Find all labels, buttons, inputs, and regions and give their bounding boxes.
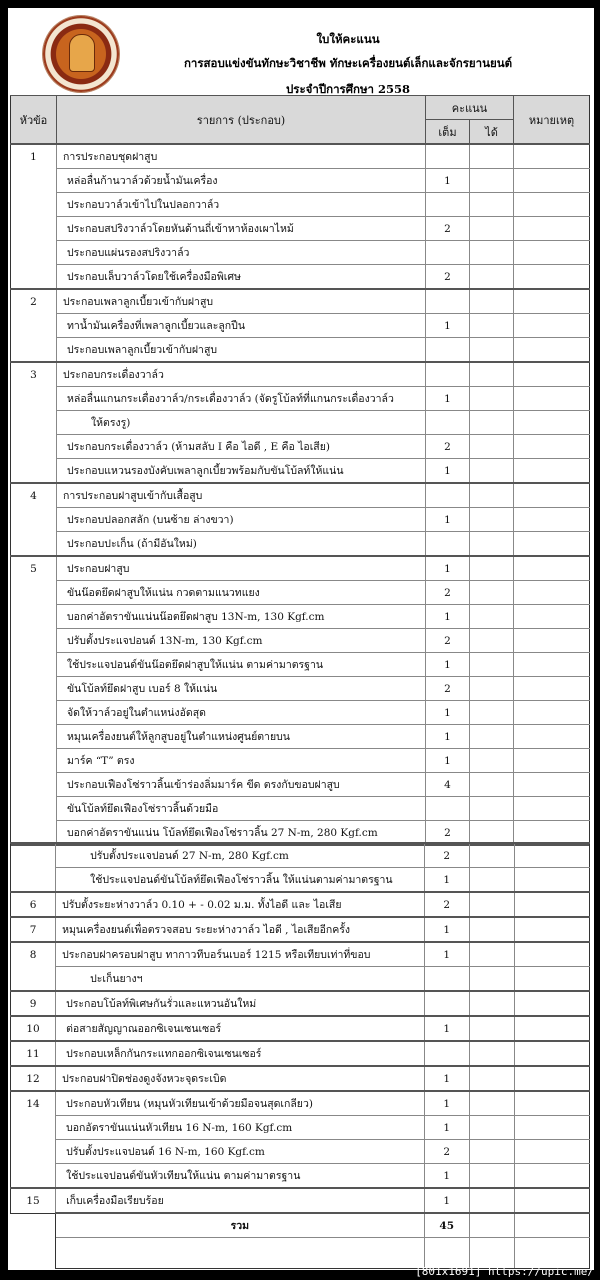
item-text: ประกอบเหล็กกันกระแทกออกซิเจนเซนเซอร์	[56, 1041, 425, 1066]
total-full: 45	[424, 1213, 469, 1238]
remark-cell[interactable]	[514, 942, 589, 967]
remark-cell[interactable]	[514, 917, 589, 942]
table-row	[11, 241, 590, 265]
got-score-cell[interactable]	[469, 1188, 514, 1213]
full-score	[426, 144, 470, 169]
got-score-cell[interactable]	[470, 508, 514, 532]
topic-number	[11, 459, 57, 484]
remark-cell[interactable]	[514, 967, 589, 992]
topic-number	[11, 338, 57, 363]
full-score: 1	[424, 1066, 469, 1091]
remark-cell[interactable]	[514, 144, 590, 169]
table-row	[11, 773, 590, 797]
remark-cell[interactable]	[514, 1140, 589, 1164]
remark-cell[interactable]	[514, 265, 590, 290]
full-score: 2	[424, 1140, 469, 1164]
got-score-cell[interactable]	[470, 605, 514, 629]
table-row	[11, 435, 590, 459]
item-text: การประกอบฝาสูบเข้ากับเสื้อสูบ	[57, 483, 426, 508]
got-score-cell[interactable]	[469, 917, 514, 942]
table-row	[11, 1016, 590, 1041]
topic-number: 14	[11, 1091, 56, 1116]
table-row	[11, 1041, 590, 1066]
full-score: 1	[426, 459, 470, 484]
item-text: ใช้ประแจปอนด์ขันหัวเทียนให้แน่น ตามค่ามาตรฐาน	[56, 1164, 425, 1189]
table-row	[11, 338, 590, 363]
topic-number: 10	[11, 1016, 56, 1041]
full-score: 2	[426, 581, 470, 605]
item-text: หล่อลื่นก้านวาล์วด้วยน้ำมันเครื่อง	[57, 169, 426, 193]
table-row	[11, 144, 590, 169]
remark-cell[interactable]	[514, 362, 590, 387]
col-got: ได้	[470, 120, 514, 145]
topic-number: 1	[11, 144, 57, 169]
topic-number	[11, 508, 57, 532]
competition-title: การสอบแข่งขันทักษะวิชาชีพ ทักษะเครื่องยนต์เล็กและจักรยานยนต์	[183, 56, 513, 70]
remark-cell[interactable]	[514, 605, 590, 629]
topic-number	[11, 241, 57, 265]
item-text: ประกอบกระเดื่องวาล์ว	[57, 362, 426, 387]
full-score: 1	[426, 605, 470, 629]
item-text: ประกอบปะเก็น (ถ้ามีอันใหม่)	[57, 532, 426, 557]
item-text: ปรับตั้งประแจปอนด์ 13N-m, 130 Kgf.cm	[57, 629, 426, 653]
topic-number: 9	[11, 991, 56, 1016]
full-score	[424, 967, 469, 992]
topic-number	[11, 1140, 56, 1164]
table-row	[11, 629, 590, 653]
item-text: จัดให้วาล์วอยู่ในตำแหน่งอัดสุด	[57, 701, 426, 725]
remark-cell[interactable]	[514, 169, 590, 193]
got-score-cell[interactable]	[470, 338, 514, 363]
remark-cell[interactable]	[514, 338, 590, 363]
full-score	[426, 289, 470, 314]
col-full: เต็ม	[426, 120, 470, 145]
score-table-part-2	[10, 842, 590, 1269]
full-score: 1	[426, 701, 470, 725]
remark-cell[interactable]	[514, 435, 590, 459]
score-table-part-1	[10, 95, 590, 846]
item-text: การประกอบชุดฝาสูบ	[57, 144, 426, 169]
table-row	[11, 653, 590, 677]
topic-number	[11, 701, 57, 725]
full-score: 1	[426, 314, 470, 338]
full-score: 1	[424, 1091, 469, 1116]
topic-number	[11, 532, 57, 557]
table-row	[11, 556, 590, 581]
item-text: ขันโบ้ลท์ยึดฝาสูบ เบอร์ 8 ให้แน่น	[57, 677, 426, 701]
table-row	[11, 265, 590, 290]
full-score	[426, 411, 470, 435]
item-text: ขันโบ้ลท์ยึดเฟืองโซ่ราวลิ้นด้วยมือ	[57, 797, 426, 821]
remark-cell[interactable]	[514, 868, 589, 893]
table-row	[11, 217, 590, 241]
topic-number: 2	[11, 289, 57, 314]
item-text: ประกอบแหวนรองบังคับเพลาลูกเบี้ยวพร้อมกับขันโบ้ลท์ให้แน่น	[57, 459, 426, 484]
empty-row	[11, 1238, 590, 1269]
item-text: ประกอบเล็บวาล์วโดยใช้เครื่องมือพิเศษ	[57, 265, 426, 290]
topic-number: 8	[11, 942, 56, 967]
got-score-cell[interactable]	[470, 241, 514, 265]
topic-number	[11, 749, 57, 773]
full-score: 1	[424, 1188, 469, 1213]
item-text: ประกอบเพลาลูกเบี้ยวเข้ากับฝาสูบ	[57, 338, 426, 363]
table-row	[11, 1091, 590, 1116]
full-score: 1	[426, 169, 470, 193]
got-score-cell[interactable]	[469, 942, 514, 967]
full-score: 1	[426, 749, 470, 773]
table-row	[11, 967, 590, 992]
remark-cell[interactable]	[514, 532, 590, 557]
table-row	[11, 411, 590, 435]
topic-number	[11, 677, 57, 701]
table-row	[11, 1188, 590, 1213]
remark-cell[interactable]	[514, 411, 590, 435]
full-score: 1	[424, 942, 469, 967]
table-row	[11, 749, 590, 773]
got-score-cell[interactable]	[470, 773, 514, 797]
got-score-cell[interactable]	[470, 483, 514, 508]
item-text: ขันน๊อตยึดฝาสูบให้แน่น กวดตามแนวทแยง	[57, 581, 426, 605]
item-text: ประกอบฝาปิดช่องดูงจังหวะจุดระเบิด	[56, 1066, 425, 1091]
table-row	[11, 532, 590, 557]
remark-cell[interactable]	[514, 991, 589, 1016]
full-score	[426, 362, 470, 387]
item-text: ประกอบฝาครอบฝาสูบ ทากาวทีบอร์นเบอร์ 1215 หรือเทียบเท่าที่ขอบ	[56, 942, 425, 967]
table-row	[11, 942, 590, 967]
table-row	[11, 483, 590, 508]
got-score-cell[interactable]	[470, 362, 514, 387]
remark-cell[interactable]	[514, 459, 590, 484]
item-text: ปรับตั้งประแจปอนด์ 16 N-m, 160 Kgf.cm	[56, 1140, 425, 1164]
table-row	[11, 701, 590, 725]
item-text: หมุนเครื่องยนต์ให้ลูกสูบอยู่ในตำแหน่งศูนย์ตายบน	[57, 725, 426, 749]
topic-number	[11, 217, 57, 241]
topic-number	[11, 411, 57, 435]
item-text: ประกอบโบ้ลท์พิเศษกันรั่วและแหวนอันใหม่	[56, 991, 425, 1016]
item-text: ทาน้ำมันเครื่องที่เพลาลูกเบี้ยวและลูกปืน	[57, 314, 426, 338]
remark-cell[interactable]	[514, 797, 590, 821]
topic-number	[11, 797, 57, 821]
remark-cell[interactable]	[514, 193, 590, 217]
item-text: ประกอบปลอกสลัก (บนซ้าย ล่างขวา)	[57, 508, 426, 532]
table-row	[11, 797, 590, 821]
topic-number	[11, 387, 57, 411]
col-topic: หัวข้อ	[11, 96, 57, 145]
topic-number	[11, 653, 57, 677]
got-score-cell[interactable]	[470, 556, 514, 581]
table-row	[11, 1116, 590, 1140]
item-text: ประกอบหัวเทียน (หมุนหัวเทียนเข้าด้วยมือจนสุดเกลียว)	[56, 1091, 425, 1116]
remark-cell[interactable]	[514, 581, 590, 605]
got-score-cell[interactable]	[470, 629, 514, 653]
topic-number	[11, 843, 56, 868]
item-text: เก็บเครื่องมือเรียบร้อย	[56, 1188, 425, 1213]
full-score: 2	[426, 821, 470, 846]
topic-number	[11, 169, 57, 193]
col-score: คะแนน	[426, 96, 514, 120]
got-score-cell[interactable]	[469, 892, 514, 917]
table-row	[11, 581, 590, 605]
topic-number	[11, 1116, 56, 1140]
remark-cell[interactable]	[514, 629, 590, 653]
table-row	[11, 362, 590, 387]
topic-number: 5	[11, 556, 57, 581]
topic-number: 7	[11, 917, 56, 942]
topic-number	[11, 868, 56, 893]
got-score-cell[interactable]	[470, 677, 514, 701]
full-score	[424, 1041, 469, 1066]
topic-number	[11, 314, 57, 338]
total-remark[interactable]	[514, 1213, 589, 1238]
got-score-cell[interactable]	[470, 653, 514, 677]
table-row	[11, 868, 590, 893]
full-score	[424, 991, 469, 1016]
item-text: ปรับตั้งประแจปอนด์ 27 N-m, 280 Kgf.cm	[56, 843, 425, 868]
logo-emblem-icon	[43, 16, 119, 92]
topic-number	[11, 773, 57, 797]
item-text: ประกอบสปริงวาล์วโดยหันด้านถี่เข้าหาห้องเผาไหม้	[57, 217, 426, 241]
full-score: 1	[426, 653, 470, 677]
topic-number: 3	[11, 362, 57, 387]
item-text: ประกอบเพลาลูกเบี้ยวเข้ากับฝาสูบ	[57, 289, 426, 314]
item-text: หมุนเครื่องยนต์เพื่อตรวจสอบ ระยะห่างวาล์ว ไอดี , ไอเสียอีกครั้ง	[56, 917, 425, 942]
remark-cell[interactable]	[514, 387, 590, 411]
got-score-cell[interactable]	[469, 1091, 514, 1116]
item-text: ใช้ประแจปอนด์ขันน๊อตยึดฝาสูบให้แน่น ตามค่ามาตรฐาน	[57, 653, 426, 677]
table-row	[11, 843, 590, 868]
topic-number	[11, 581, 57, 605]
remark-cell[interactable]	[514, 677, 590, 701]
full-score	[426, 797, 470, 821]
empty-got[interactable]	[469, 1238, 514, 1269]
total-got[interactable]	[469, 1213, 514, 1238]
table-row	[11, 314, 590, 338]
got-score-cell[interactable]	[470, 701, 514, 725]
table-row	[11, 1140, 590, 1164]
item-text: ประกอบวาล์วเข้าไปในปลอกวาล์ว	[57, 193, 426, 217]
topic-number: 12	[11, 1066, 56, 1091]
remark-cell[interactable]	[514, 241, 590, 265]
full-score	[426, 483, 470, 508]
got-score-cell[interactable]	[469, 967, 514, 992]
full-score: 2	[424, 892, 469, 917]
got-score-cell[interactable]	[469, 1164, 514, 1189]
table-row	[11, 459, 590, 484]
full-score: 1	[426, 556, 470, 581]
watermark: [801x1691] https://upic.me/	[415, 1265, 594, 1278]
full-score: 2	[424, 843, 469, 868]
item-text: ปะเก็นยางฯ	[56, 967, 425, 992]
table-row	[11, 991, 590, 1016]
total-row	[11, 1213, 590, 1238]
empty-remark[interactable]	[514, 1238, 589, 1269]
item-text: ใช้ประแจปอนด์ขันโบ้ลท์ยึดเฟืองโซ่ราวลิ้น ให้แน่นตามค่ามาตรฐาน	[56, 868, 425, 893]
remark-cell[interactable]	[514, 1188, 589, 1213]
topic-number	[11, 193, 57, 217]
remark-cell[interactable]	[514, 1066, 589, 1091]
full-score: 1	[424, 1164, 469, 1189]
topic-number	[11, 435, 57, 459]
item-text: มาร์ค “T” ตรง	[57, 749, 426, 773]
remark-cell[interactable]	[514, 773, 590, 797]
sheet-title: ใบให้คะแนน	[316, 32, 380, 46]
got-score-cell[interactable]	[470, 265, 514, 290]
remark-cell[interactable]	[514, 1091, 589, 1116]
total-label: รวม	[56, 1213, 425, 1238]
remark-cell[interactable]	[514, 1016, 589, 1041]
remark-cell[interactable]	[514, 483, 590, 508]
topic-number: 15	[11, 1188, 56, 1213]
topic-number	[11, 725, 57, 749]
remark-cell[interactable]	[514, 217, 590, 241]
table-row	[11, 917, 590, 942]
got-score-cell[interactable]	[470, 435, 514, 459]
table-row	[11, 193, 590, 217]
item-text: ให้ตรงรู)	[57, 411, 426, 435]
remark-cell[interactable]	[514, 892, 589, 917]
got-score-cell[interactable]	[470, 725, 514, 749]
item-text: หล่อลื่นแกนกระเดื่องวาล์ว/กระเดื่องวาล์ว (จัดรูโบ้ลท์ที่แกนกระเดื่องวาล์ว	[57, 387, 426, 411]
item-text: ประกอบแผ่นรองสปริงวาล์ว	[57, 241, 426, 265]
got-score-cell[interactable]	[469, 991, 514, 1016]
got-score-cell[interactable]	[470, 532, 514, 557]
academic-year: ประจำปีการศึกษา 2558	[285, 82, 411, 96]
remark-cell[interactable]	[514, 725, 590, 749]
full-score: 4	[426, 773, 470, 797]
full-score: 1	[424, 1016, 469, 1041]
got-score-cell[interactable]	[470, 144, 514, 169]
full-score	[426, 193, 470, 217]
got-score-cell[interactable]	[469, 1140, 514, 1164]
topic-number	[11, 605, 57, 629]
got-score-cell[interactable]	[469, 868, 514, 893]
full-score: 1	[424, 1116, 469, 1140]
full-score: 1	[424, 917, 469, 942]
col-remark: หมายเหตุ	[514, 96, 590, 145]
table-row	[11, 725, 590, 749]
remark-cell[interactable]	[514, 1164, 589, 1189]
full-score: 2	[426, 629, 470, 653]
topic-number	[11, 629, 57, 653]
full-score	[426, 338, 470, 363]
table-row	[11, 1164, 590, 1189]
remark-cell[interactable]	[514, 749, 590, 773]
got-score-cell[interactable]	[470, 411, 514, 435]
got-score-cell[interactable]	[470, 169, 514, 193]
remark-cell[interactable]	[514, 314, 590, 338]
topic-number: 4	[11, 483, 57, 508]
table-row	[11, 605, 590, 629]
topic-number	[11, 265, 57, 290]
item-text: ต่อสายสัญญาณออกซิเจนเซนเซอร์	[56, 1016, 425, 1041]
full-score: 1	[424, 868, 469, 893]
table-row	[11, 892, 590, 917]
full-score: 1	[426, 387, 470, 411]
got-score-cell[interactable]	[470, 797, 514, 821]
got-score-cell[interactable]	[470, 581, 514, 605]
full-score	[426, 241, 470, 265]
topic-number: 6	[11, 892, 56, 917]
item-text: บอกค่าอัตราขันแน่น โบ้ลท์ยึดเฟืองโซ่ราวลิ้น 27 N-m, 280 Kgf.cm	[57, 821, 426, 846]
table-row	[11, 289, 590, 314]
item-text: ประกอบเฟืองโซ่ราวลิ้นเข้าร่องลิ่มมาร์ค ขีด ตรงกับขอบฝาสูบ	[57, 773, 426, 797]
remark-cell[interactable]	[514, 508, 590, 532]
item-text: ประกอบฝาสูบ	[57, 556, 426, 581]
got-score-cell[interactable]	[469, 1016, 514, 1041]
full-score: 2	[426, 435, 470, 459]
got-score-cell[interactable]	[469, 1116, 514, 1140]
remark-cell[interactable]	[514, 843, 589, 868]
got-score-cell[interactable]	[470, 749, 514, 773]
full-score: 2	[426, 217, 470, 241]
remark-cell[interactable]	[514, 1116, 589, 1140]
got-score-cell[interactable]	[469, 1066, 514, 1091]
full-score	[426, 532, 470, 557]
full-score: 1	[426, 725, 470, 749]
item-text: บอกอัตราขันแน่นหัวเทียน 16 N-m, 160 Kgf.cm	[56, 1116, 425, 1140]
got-score-cell[interactable]	[469, 843, 514, 868]
remark-cell[interactable]	[514, 556, 590, 581]
full-score: 2	[426, 677, 470, 701]
got-score-cell[interactable]	[470, 289, 514, 314]
remark-cell[interactable]	[514, 653, 590, 677]
got-score-cell[interactable]	[470, 387, 514, 411]
got-score-cell[interactable]	[470, 217, 514, 241]
remark-cell[interactable]	[514, 1041, 589, 1066]
got-score-cell[interactable]	[470, 314, 514, 338]
table-row	[11, 1066, 590, 1091]
table-row	[11, 508, 590, 532]
item-text: ประกอบกระเดื่องวาล์ว (ห้ามสลับ I คือ ไอดี , E คือ ไอเสีย)	[57, 435, 426, 459]
col-item: รายการ (ประกอบ)	[57, 96, 426, 145]
topic-number: 11	[11, 1041, 56, 1066]
remark-cell[interactable]	[514, 701, 590, 725]
table-row	[11, 677, 590, 701]
got-score-cell[interactable]	[470, 459, 514, 484]
topic-number	[11, 967, 56, 992]
remark-cell[interactable]	[514, 289, 590, 314]
table-row	[11, 387, 590, 411]
score-sheet-page	[8, 8, 594, 1270]
item-text: บอกค่าอัตราขันแน่นน๊อตยึดฝาสูบ 13N-m, 130 Kgf.cm	[57, 605, 426, 629]
item-text: ปรับตั้งระยะห่างวาล์ว 0.10 + - 0.02 ม.ม. ทั้งไอดี และ ไอเสีย	[56, 892, 425, 917]
got-score-cell[interactable]	[470, 193, 514, 217]
got-score-cell[interactable]	[469, 1041, 514, 1066]
full-score: 2	[426, 265, 470, 290]
table-row	[11, 169, 590, 193]
full-score: 1	[426, 508, 470, 532]
topic-number	[11, 1164, 56, 1189]
